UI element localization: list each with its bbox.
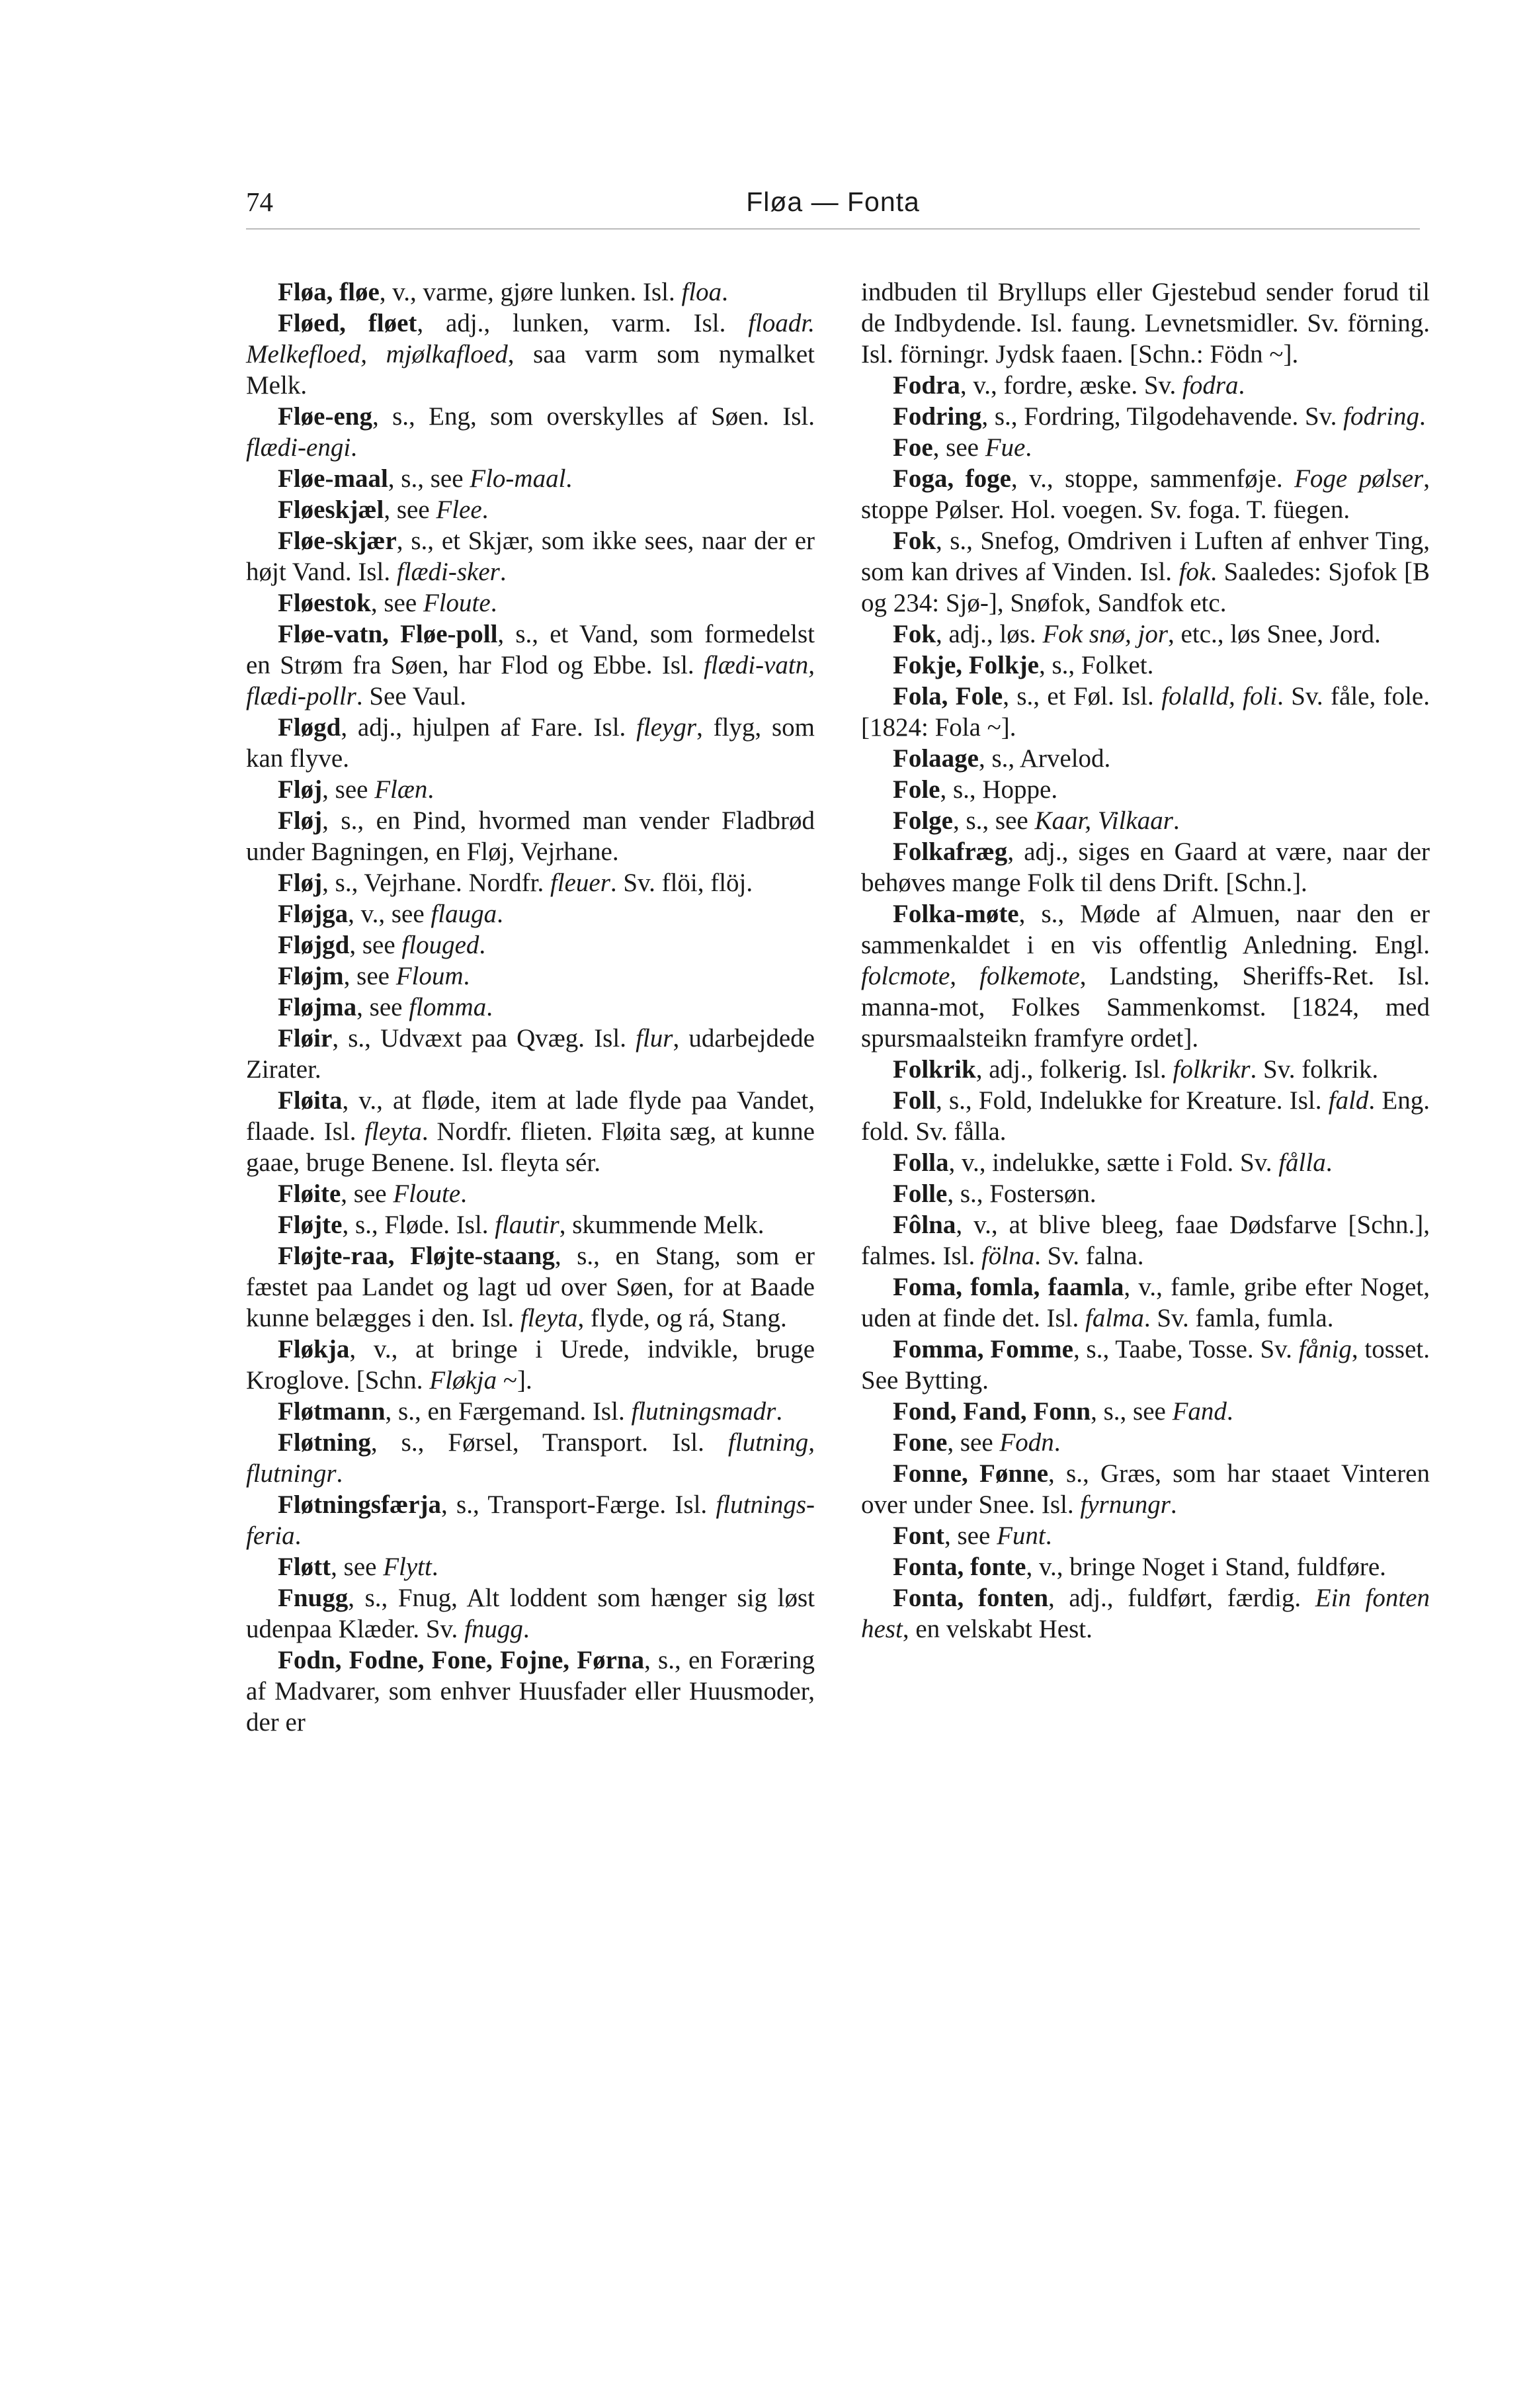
entry-tail: . bbox=[351, 433, 357, 462]
entry-definition: , s., Hoppe. bbox=[940, 775, 1058, 804]
dictionary-entry bbox=[246, 992, 815, 1023]
entry-etymology: fyrnungr bbox=[1080, 1490, 1171, 1519]
entry-definition: , v., famle, gribe efter Noget, uden at finde det. Isl. bbox=[861, 1273, 1430, 1332]
entry-etymology: folcmote, folkemote bbox=[861, 962, 1080, 990]
entry-definition: , s., Førsel, Transport. Isl. bbox=[370, 1428, 728, 1457]
entry-headword: Fløj bbox=[278, 806, 323, 835]
entry-headword: Fløeskjæl bbox=[278, 495, 384, 524]
entry-tail: . bbox=[431, 1553, 438, 1581]
entry-etymology: fleyta bbox=[364, 1117, 422, 1146]
entry-definition: , v., see bbox=[348, 900, 431, 928]
entry-etymology: Kaar, Vilkaar bbox=[1034, 806, 1173, 835]
entry-headword: Fløe-maal bbox=[278, 464, 388, 493]
entry-headword: Fløgd bbox=[278, 713, 341, 742]
entry-headword: Fløe-skjær bbox=[278, 527, 397, 555]
dictionary-entry bbox=[246, 1396, 815, 1427]
entry-tail: . bbox=[1045, 1522, 1052, 1550]
entry-headword: Fløite bbox=[278, 1180, 341, 1208]
entry-tail: . bbox=[490, 589, 497, 617]
entry-definition: , adj., folkerig. Isl. bbox=[975, 1055, 1173, 1084]
page-number: 74 bbox=[246, 187, 273, 217]
dictionary-entry bbox=[246, 1023, 815, 1085]
entry-headword: Fomma, Fomme bbox=[893, 1335, 1073, 1363]
dictionary-entry bbox=[246, 525, 815, 587]
left-column bbox=[246, 277, 815, 1738]
dictionary-entry bbox=[861, 743, 1430, 774]
entry-headword: Fløtmann bbox=[278, 1397, 386, 1426]
entry-etymology: flædi-engi bbox=[246, 433, 351, 462]
entry-definition: , s., Taabe, Tosse. Sv. bbox=[1073, 1335, 1299, 1363]
dictionary-entry bbox=[246, 1582, 815, 1645]
entry-tail: . bbox=[1173, 806, 1180, 835]
dictionary-entry bbox=[861, 463, 1430, 525]
entry-tail: . bbox=[722, 278, 728, 306]
entry-tail: . See Vaul. bbox=[356, 682, 466, 710]
entry-headword: Fløed, fløet bbox=[278, 309, 417, 337]
entry-headword: Fløir bbox=[278, 1024, 333, 1053]
entry-definition: , s., en Pind, hvormed man vender Fladbrød under Bagningen, en Fløj, Vejrhane. bbox=[246, 806, 815, 866]
entry-headword: Folle bbox=[893, 1180, 948, 1208]
entry-tail: . Sv. folkrik. bbox=[1250, 1055, 1379, 1084]
entry-tail: . bbox=[499, 558, 507, 586]
dictionary-entry bbox=[246, 929, 815, 961]
dictionary-entry bbox=[246, 867, 815, 898]
entry-etymology: flutningsmadr bbox=[631, 1397, 776, 1426]
entry-etymology: flauga bbox=[431, 900, 497, 928]
running-title: Fløa — Fonta bbox=[746, 187, 920, 217]
entry-tail: . bbox=[565, 464, 573, 493]
entry-definition: , s., Snefog, Omdriven i Luften af enhver Ting, som kan drives af Vinden. Isl. bbox=[861, 527, 1430, 586]
entry-definition: , s., Fnug, Alt loddent som hænger sig løst udenpaa Klæder. Sv. bbox=[246, 1584, 815, 1643]
entry-headword: Fole bbox=[893, 775, 940, 804]
entry-definition: , adj., siges en Gaard at være, naar der behøves mange Folk til dens Drift. [Schn.]. bbox=[861, 838, 1430, 897]
dictionary-entry bbox=[246, 308, 815, 401]
dictionary-entry bbox=[246, 1240, 815, 1334]
entry-tail: . bbox=[336, 1459, 343, 1488]
entry-headword: Fløj bbox=[278, 775, 323, 804]
entry-definition: , s., Græs, som har staaet Vinteren over under Snee. Isl. bbox=[861, 1459, 1430, 1519]
entry-headword: Fløtningsfærja bbox=[278, 1490, 441, 1519]
dictionary-entry bbox=[246, 1645, 815, 1738]
entry-tail: . Sv. famla, fumla. bbox=[1143, 1304, 1334, 1332]
entry-definition: , v., at fløde, item at lade flyde paa Vandet, flaade. Isl. bbox=[246, 1086, 815, 1146]
dictionary-entry bbox=[861, 1551, 1430, 1582]
entry-definition: , adj., lunken, varm. Isl. bbox=[417, 309, 749, 337]
entry-definition: , s., en Stang, som er fæstet paa Landet og lagt ud over Søen, for at Baade kunne belægges i den. Isl. bbox=[246, 1242, 815, 1332]
entry-etymology: fodra bbox=[1182, 371, 1239, 400]
entry-tail: , etc., løs Snee, Jord. bbox=[1168, 620, 1381, 648]
dictionary-entry bbox=[861, 1520, 1430, 1551]
dictionary-entry bbox=[861, 898, 1430, 1054]
header-rule bbox=[246, 228, 1420, 230]
entry-tail: . bbox=[497, 900, 503, 928]
dictionary-entry bbox=[861, 432, 1430, 463]
dictionary-entry bbox=[861, 1085, 1430, 1147]
entry-tail: . bbox=[463, 962, 470, 990]
entry-definition: , s., Folket. bbox=[1038, 651, 1154, 679]
dictionary-entry bbox=[246, 1178, 815, 1209]
entry-definition: , see bbox=[932, 433, 985, 462]
entry-definition: , s., et Vand, som formedelst en Strøm fra Søen, har Flod og Ebbe. Isl. bbox=[246, 620, 815, 679]
dictionary-entry bbox=[861, 1427, 1430, 1458]
entry-tail: . Saaledes: Sjofok [B og 234: Sjø-], Snøfok, Sandfok etc. bbox=[861, 558, 1430, 617]
entry-tail: . Sv. falna. bbox=[1034, 1242, 1144, 1270]
entry-definition: , adj., hjulpen af Fare. Isl. bbox=[341, 713, 637, 742]
entry-definition: , adj., fuldført, færdig. bbox=[1048, 1584, 1315, 1612]
entry-tail: . bbox=[479, 931, 486, 959]
entry-headword: Fløj bbox=[278, 869, 323, 897]
entry-etymology: fölna bbox=[981, 1242, 1035, 1270]
dictionary-entry bbox=[246, 277, 815, 308]
entry-etymology: Flo-maal bbox=[470, 464, 566, 493]
entry-headword: Fonta, fonte bbox=[893, 1553, 1026, 1581]
entry-etymology: Fue bbox=[985, 433, 1026, 462]
entry-etymology: fleuer bbox=[550, 869, 610, 897]
entry-tail: . bbox=[1226, 1397, 1233, 1426]
entry-definition: , s., Møde af Almuen, naar den er sammenkaldet i en vis offentlig Anledning. Engl. bbox=[861, 900, 1430, 959]
entry-definition: , see bbox=[349, 931, 402, 959]
entry-definition: , see bbox=[341, 1180, 393, 1208]
entry-headword: Fløkja bbox=[278, 1335, 350, 1363]
entry-definition: , adj., løs. bbox=[936, 620, 1043, 648]
dictionary-entry bbox=[246, 1334, 815, 1396]
dictionary-entry bbox=[246, 1209, 815, 1240]
entry-definition: , s., en Foræring af Madvarer, som enhver Huusfader eller Huusmoder, der er bbox=[246, 1646, 815, 1737]
page-header bbox=[246, 182, 1420, 222]
dictionary-entry bbox=[861, 1271, 1430, 1334]
entry-tail: . bbox=[1325, 1148, 1333, 1177]
dictionary-entry bbox=[861, 1147, 1430, 1178]
entry-definition: , s., see bbox=[388, 464, 470, 493]
entry-etymology: floadr. Melkefloed, mjølkafloed bbox=[246, 309, 815, 368]
entry-tail: . Eng. fold. Sv. fålla. bbox=[861, 1086, 1430, 1146]
entry-headword: Fløjma bbox=[278, 993, 357, 1021]
entry-etymology: fodring bbox=[1343, 402, 1419, 431]
entry-headword: Fløjga bbox=[278, 900, 349, 928]
entry-definition: , s., Fostersøn. bbox=[947, 1180, 1096, 1208]
entry-headword: Fløtning bbox=[278, 1428, 371, 1457]
dictionary-entry bbox=[861, 836, 1430, 898]
entry-etymology: flomma bbox=[409, 993, 487, 1021]
entry-etymology: fleygr bbox=[636, 713, 697, 742]
entry-tail: . bbox=[1170, 1490, 1177, 1519]
entry-tail: , en velskabt Hest. bbox=[902, 1615, 1093, 1643]
entry-headword: Folkrik bbox=[893, 1055, 976, 1084]
entry-tail: . bbox=[427, 775, 434, 804]
entry-etymology: flautir bbox=[495, 1211, 559, 1239]
dictionary-entry bbox=[246, 619, 815, 712]
dictionary-entry bbox=[246, 712, 815, 774]
entry-definition: , v., bringe Noget i Stand, fuldføre. bbox=[1026, 1553, 1386, 1581]
dictionary-entry bbox=[861, 619, 1430, 650]
entry-tail: , Landsting, Sheriffs-Ret. Isl. manna-mot, Folkes Sammenkomst. [1824, med spursmaalsteikn framfyre ordet]. bbox=[861, 962, 1430, 1053]
entry-etymology: Fløkja bbox=[429, 1366, 497, 1395]
dictionary-entry bbox=[861, 805, 1430, 836]
dictionary-entry bbox=[861, 650, 1430, 681]
entry-etymology: fald bbox=[1328, 1086, 1369, 1115]
entry-tail: , skummende Melk. bbox=[559, 1211, 764, 1239]
dictionary-entry bbox=[861, 1458, 1430, 1520]
entry-tail: . bbox=[776, 1397, 783, 1426]
entry-headword: Fløita bbox=[278, 1086, 343, 1115]
right-column bbox=[861, 277, 1430, 1645]
entry-headword: Folaage bbox=[893, 744, 979, 773]
entry-headword: Fløjte bbox=[278, 1211, 343, 1239]
continued-entry: indbuden til Bryllups eller Gjestebud sender forud til de Indbydende. Isl. faung. Levnetsmidler. Sv. förning. Isl. förningr. Jydsk faaen. [Schn.: Födn ~]. bbox=[861, 278, 1430, 368]
entry-headword: Fløjgd bbox=[278, 931, 350, 959]
entry-etymology: Flæn bbox=[374, 775, 428, 804]
dictionary-entry bbox=[246, 805, 815, 867]
entry-definition: , v., stoppe, sammenføje. bbox=[1011, 464, 1295, 493]
entry-tail: , stoppe Pølser. Hol. voegen. Sv. foga. T. füegen. bbox=[861, 464, 1430, 524]
entry-tail: . bbox=[522, 1615, 530, 1643]
entry-definition: , see bbox=[322, 775, 375, 804]
entry-definition: , s., en Færgemand. Isl. bbox=[385, 1397, 632, 1426]
entry-definition: , s., Fordring, Tilgodehavende. Sv. bbox=[981, 402, 1344, 431]
entry-headword: Folka-møte bbox=[893, 900, 1019, 928]
entry-definition: , v., at bringe i Urede, indvikle, bruge Kroglove. [Schn. bbox=[246, 1335, 815, 1395]
entry-definition: , see bbox=[947, 1428, 1000, 1457]
entry-headword: Foll bbox=[893, 1086, 936, 1115]
entry-headword: Fonta, fonten bbox=[893, 1584, 1049, 1612]
entry-etymology: Foge pølser bbox=[1294, 464, 1424, 493]
dictionary-entry bbox=[246, 494, 815, 525]
dictionary-entry bbox=[246, 401, 815, 463]
entry-definition: , v., fordre, æske. Sv. bbox=[960, 371, 1182, 400]
entry-headword: Foma, fomla, faamla bbox=[893, 1273, 1124, 1301]
entry-headword: Fløe-eng bbox=[278, 402, 372, 431]
entry-definition: , s., see bbox=[952, 806, 1035, 835]
dictionary-entry bbox=[246, 463, 815, 494]
entry-definition: , s., et Skjær, som ikke sees, naar der er højt Vand. Isl. bbox=[246, 527, 815, 586]
entry-headword: Fløestok bbox=[278, 589, 371, 617]
dictionary-entry bbox=[861, 1334, 1430, 1396]
entry-etymology: floa bbox=[681, 278, 722, 306]
entry-tail: , flyde, og rá, Stang. bbox=[577, 1304, 787, 1332]
dictionary-entry bbox=[246, 1489, 815, 1551]
entry-etymology: Floute bbox=[393, 1180, 461, 1208]
entry-headword: Fløjm bbox=[278, 962, 344, 990]
entry-definition: , see bbox=[370, 589, 423, 617]
entry-definition: , see bbox=[356, 993, 409, 1021]
entry-headword: Fløjte-raa, Fløjte-staang bbox=[278, 1242, 555, 1270]
entry-etymology: falma bbox=[1085, 1304, 1144, 1332]
entry-etymology: flur bbox=[636, 1024, 673, 1053]
entry-headword: Folkafræg bbox=[893, 838, 1008, 866]
dictionary-entry bbox=[246, 587, 815, 619]
dictionary-entry bbox=[246, 1427, 815, 1489]
dictionary-entry bbox=[861, 401, 1430, 432]
entry-definition: , see bbox=[343, 962, 396, 990]
dictionary-entry bbox=[861, 525, 1430, 619]
dictionary-entry bbox=[246, 1551, 815, 1582]
entry-tail: . bbox=[481, 495, 489, 524]
dictionary-entry bbox=[861, 1209, 1430, 1271]
entry-definition: , v., at blive bleeg, faae Dødsfarve [Schn.], falmes. Isl. bbox=[861, 1211, 1430, 1270]
entry-tail: . Sv. flöi, flöj. bbox=[610, 869, 753, 897]
entry-definition: , s., Transport-Færge. Isl. bbox=[441, 1490, 716, 1519]
entry-definition: , see bbox=[331, 1553, 384, 1581]
entry-headword: Font bbox=[893, 1522, 944, 1550]
entry-etymology: Ein fonten hest bbox=[861, 1584, 1430, 1643]
entry-headword: Fond, Fand, Fonn bbox=[893, 1397, 1091, 1426]
entry-tail: . bbox=[1238, 371, 1245, 400]
entry-definition: , s., Arvelod. bbox=[978, 744, 1111, 773]
entry-headword: Fôlna bbox=[893, 1211, 956, 1239]
entry-etymology: Funt bbox=[997, 1522, 1046, 1550]
entry-headword: Fokje, Folkje bbox=[893, 651, 1039, 679]
dictionary-entry bbox=[861, 370, 1430, 401]
entry-etymology: flutnings-feria bbox=[246, 1490, 815, 1550]
entry-definition: , s., Eng, som overskylles af Søen. Isl. bbox=[372, 402, 815, 431]
entry-headword: Fola, Fole bbox=[893, 682, 1003, 710]
entry-headword: Fok bbox=[893, 620, 936, 648]
entry-headword: Fodra bbox=[893, 371, 960, 400]
entry-definition: , s., Fløde. Isl. bbox=[342, 1211, 495, 1239]
entry-headword: Fnugg bbox=[278, 1584, 349, 1612]
dictionary-entry bbox=[246, 961, 815, 992]
entry-tail: , flyg, som kan flyve. bbox=[246, 713, 815, 773]
entry-definition: , v., indelukke, sætte i Fold. Sv. bbox=[948, 1148, 1279, 1177]
entry-headword: Fok bbox=[893, 527, 936, 555]
entry-etymology: flutning, flutningr bbox=[246, 1428, 815, 1488]
dictionary-entry bbox=[861, 1054, 1430, 1085]
entry-etymology: flouged bbox=[401, 931, 479, 959]
entry-tail: ~]. bbox=[497, 1366, 532, 1395]
entry-etymology: fleyta bbox=[520, 1304, 578, 1332]
entry-etymology: Fodn bbox=[999, 1428, 1054, 1457]
entry-definition: , s., Udvæxt paa Qvæg. Isl. bbox=[332, 1024, 636, 1053]
entry-tail: . bbox=[486, 993, 493, 1021]
entry-definition: , s., Vejrhane. Nordfr. bbox=[322, 869, 550, 897]
entry-etymology: fålla bbox=[1278, 1148, 1326, 1177]
dictionary-entry bbox=[246, 774, 815, 805]
entry-etymology: Floum bbox=[395, 962, 464, 990]
entry-tail: . bbox=[294, 1522, 302, 1550]
entry-etymology: flædi-vatn, flædi-pollr bbox=[246, 651, 815, 710]
entry-tail: . bbox=[1419, 402, 1426, 431]
entry-definition: , see bbox=[384, 495, 436, 524]
entry-etymology: flædi-sker bbox=[396, 558, 500, 586]
entry-headword: Fone bbox=[893, 1428, 948, 1457]
dictionary-entry bbox=[246, 1085, 815, 1178]
entry-definition: , s., see bbox=[1091, 1397, 1173, 1426]
entry-etymology: Flytt bbox=[383, 1553, 432, 1581]
entry-tail: . Nordfr. flieten. Fløita sæg, at kunne gaae, bruge Benene. Isl. fleyta sér. bbox=[246, 1117, 815, 1177]
entry-etymology: Fand bbox=[1172, 1397, 1227, 1426]
entry-definition: , s., Fold, Indelukke for Kreature. Isl. bbox=[936, 1086, 1329, 1115]
entry-definition: , v., varme, gjøre lunken. Isl. bbox=[379, 278, 682, 306]
entry-etymology: fånig bbox=[1298, 1335, 1352, 1363]
entry-tail: , udarbejdede Zirater. bbox=[246, 1024, 815, 1084]
entry-etymology: Flee bbox=[436, 495, 482, 524]
entry-tail: , tosset. See Bytting. bbox=[861, 1335, 1430, 1395]
entry-etymology: fnugg bbox=[464, 1615, 523, 1643]
entry-headword: Fløe-vatn, Fløe-poll bbox=[278, 620, 498, 648]
entry-etymology: Floute bbox=[423, 589, 491, 617]
entry-tail: . Sv. fåle, fole. [1824: Fola ~]. bbox=[861, 682, 1430, 742]
dictionary-entry bbox=[246, 898, 815, 929]
entry-etymology: Fok snø, jor bbox=[1042, 620, 1169, 648]
entry-headword: Fløa, fløe bbox=[278, 278, 380, 306]
entry-etymology: folalld, foli bbox=[1161, 682, 1278, 710]
dictionary-entry bbox=[861, 774, 1430, 805]
dictionary-entry bbox=[861, 1178, 1430, 1209]
entry-headword: Foga, foge bbox=[893, 464, 1011, 493]
dictionary-entry bbox=[861, 1582, 1430, 1645]
entry-tail: , saa varm som nymalket Melk. bbox=[246, 340, 815, 400]
entry-headword: Fonne, Fønne bbox=[893, 1459, 1049, 1488]
dictionary-entry bbox=[861, 1396, 1430, 1427]
dictionary-entry bbox=[861, 681, 1430, 743]
entry-headword: Fløtt bbox=[278, 1553, 331, 1581]
entry-definition: , see bbox=[944, 1522, 997, 1550]
entry-tail: . bbox=[460, 1180, 467, 1208]
entry-etymology: fok bbox=[1178, 558, 1211, 586]
entry-headword: Folge bbox=[893, 806, 953, 835]
entry-tail: . bbox=[1025, 433, 1032, 462]
entry-definition: , s., et Føl. Isl. bbox=[1003, 682, 1162, 710]
entry-headword: Foe bbox=[893, 433, 933, 462]
entry-headword: Fodn, Fodne, Fone, Fojne, Førna bbox=[278, 1646, 645, 1674]
entry-headword: Fodring bbox=[893, 402, 982, 431]
entry-tail: . bbox=[1054, 1428, 1061, 1457]
entry-etymology: folkrikr bbox=[1173, 1055, 1251, 1084]
entry-headword: Folla bbox=[893, 1148, 949, 1177]
